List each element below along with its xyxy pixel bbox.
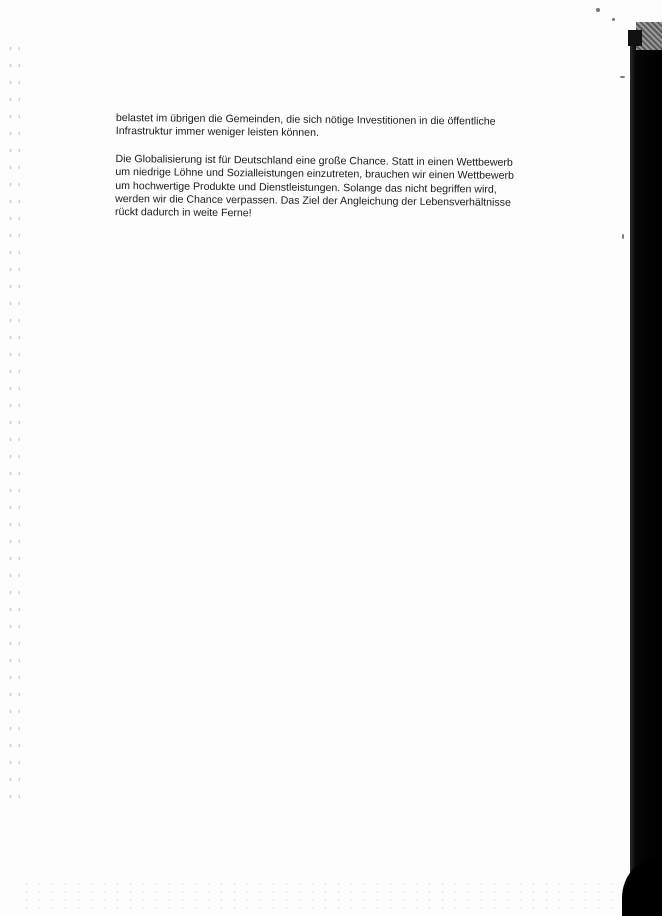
scan-noise-bottom — [20, 880, 620, 910]
text-line: belastet im übrigen die Gemeinden, die sich nötige Investitionen in die öffentliche — [115, 112, 496, 128]
scan-edge-curl — [622, 858, 662, 916]
text-line: um hochwertige Produkte und Dienstleistungen. Solange das nicht begriffen wird, — [115, 179, 497, 196]
paragraph-2 — [115, 153, 546, 224]
scan-speck — [596, 8, 600, 12]
scan-noise-left — [6, 40, 20, 800]
text-line: Die Globalisierung ist für Deutschland eine große Chance. Statt in einen Wettbewerb — [115, 152, 513, 169]
text-line: Infrastruktur immer weniger leisten können. — [115, 125, 320, 140]
text-line: um niedrige Löhne und Sozialleistungen einzutreten, brauchen wir einen Wettbewerb — [115, 166, 514, 183]
scan-speck — [612, 18, 615, 21]
scan-speck — [622, 234, 624, 239]
scan-edge-notch — [628, 30, 642, 46]
scan-edge-right — [630, 40, 662, 916]
text-line: rückt dadurch in weite Ferne! — [114, 206, 252, 220]
body-text — [115, 112, 546, 238]
scan-speck — [620, 76, 625, 78]
paragraph-1 — [116, 112, 546, 143]
text-line: werden wir die Chance verpassen. Das Ziel der Angleichung der Lebensverhältnisse — [115, 193, 511, 209]
